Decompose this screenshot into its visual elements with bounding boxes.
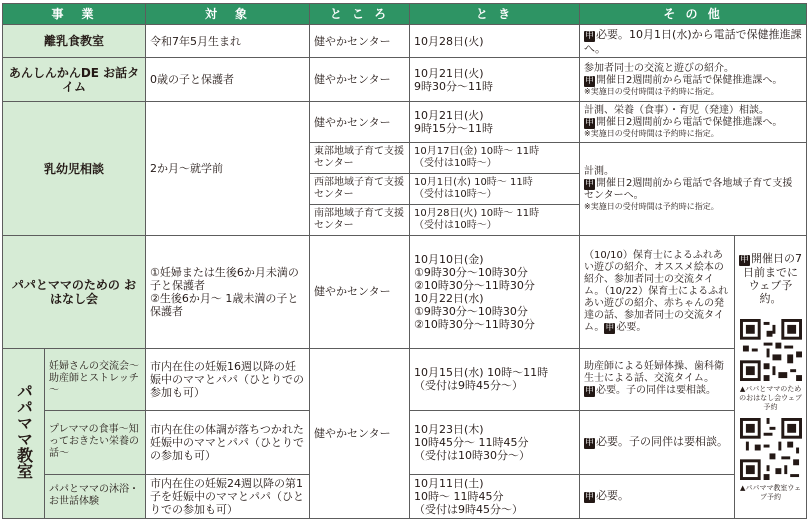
time-cell — [410, 143, 580, 174]
other-text: （10/10）保育士によるふれあい遊びの紹介、オススメ絵本の紹介、参加者同士の交流タイム。（10/22）保育士によるふれあい遊びの紹介、赤ちゃんの発達の話、参加者同士の交流タイム。 — [584, 249, 729, 333]
table-row — [3, 236, 807, 348]
place-cell: 健やかセンター — [310, 58, 410, 102]
target-cell: 令和7年5月生まれ — [146, 25, 310, 58]
application-badge: 申 — [585, 118, 595, 129]
other-text: 必要。 — [596, 489, 630, 503]
time-cell — [410, 174, 580, 205]
time-line: （受付は9時45分～） — [414, 502, 524, 516]
application-badge: 申 — [585, 438, 595, 449]
table-row — [3, 25, 807, 58]
time-line: 10月21日(火) — [414, 66, 484, 80]
target-cell: 市内在住の体調が落ちつかれた妊娠中のママとパパ（ひとりでの参加も可） — [146, 410, 310, 474]
other-text: 計測。 — [584, 166, 615, 178]
application-badge: 申 — [605, 322, 615, 333]
application-badge: 申 — [585, 492, 595, 503]
time-line: （受付は10時～） — [414, 220, 497, 232]
other-text: 開催日2週間前から電話で保健推進課へ。 — [596, 117, 783, 129]
header-target: 対 象 — [146, 4, 310, 25]
other-text: 開催日2週間前から電話で各地域子育て支援センターへ。 — [584, 178, 793, 202]
place-cell: 西部地域子育て支援センター — [310, 174, 410, 205]
web-reservation-cell — [735, 236, 807, 519]
application-badge: 申 — [585, 75, 595, 86]
target-cell: 市内在住の妊娠16週以降の妊娠中のママとパパ（ひとりでの参加も可） — [146, 348, 310, 410]
target-line: ②生後6か月～ 1歳未満の子と保護者 — [150, 291, 299, 318]
table-row — [3, 58, 807, 102]
application-badge: 申 — [585, 386, 595, 397]
time-cell — [410, 410, 580, 474]
time-line: （受付は10時～） — [414, 189, 497, 201]
application-badge: 申 — [740, 255, 750, 266]
application-badge: 申 — [585, 30, 595, 41]
target-cell: 2か月～就学前 — [146, 102, 310, 236]
time-line: ①9時30分～10時30分 — [414, 265, 528, 279]
time-line: 10月21日(火) — [414, 109, 484, 123]
time-cell — [410, 58, 580, 102]
other-line — [584, 385, 730, 397]
target-cell: 市内在住の妊娠24週以降の第1子を妊娠中のママとパパ（ひとりでの参加も可） — [146, 474, 310, 518]
header-time: と き — [410, 4, 580, 25]
time-line: 10月23日(木) — [414, 422, 484, 436]
table-row — [3, 348, 807, 410]
time-cell — [410, 348, 580, 410]
other-line — [584, 178, 802, 202]
time-line: （受付は9時45分～） — [414, 379, 524, 393]
time-line: 9時15分～11時 — [414, 122, 494, 136]
time-line: 10月28日(火) 10時～ 11時 — [414, 208, 540, 220]
time-line: ①9時30分～10時30分 — [414, 304, 528, 318]
session-name: 妊婦さんの交流会～助産師とストレッチ～ — [45, 348, 146, 410]
other-cell — [580, 143, 807, 236]
session-name: プレママの食事～知っておきたい栄養の話～ — [45, 410, 146, 474]
web-note — [739, 252, 802, 305]
header-place: と こ ろ — [310, 4, 410, 25]
header-row — [3, 4, 807, 25]
other-text: 参加者同士の交流と遊びの紹介。 — [584, 62, 735, 74]
other-cell — [580, 236, 735, 348]
time-line: 10月11日(土) — [414, 476, 484, 490]
note-text: ※実施日の受付時間は予約時に指定。 — [584, 202, 719, 212]
target-cell: 0歳の子と保護者 — [146, 58, 310, 102]
program-name: あんしんかんDE お話タイム — [3, 58, 146, 102]
application-badge: 申 — [585, 179, 595, 190]
time-line: 10月15日(水) 10時～11時 — [414, 366, 549, 380]
other-text: 計測、栄養（食事）・育児（発達）相談。 — [584, 105, 770, 117]
header-program: 事 業 — [3, 4, 146, 25]
group-name — [3, 348, 45, 518]
other-cell — [580, 25, 807, 58]
time-line: （受付は10時30分～） — [414, 448, 531, 462]
program-name: 離乳食教室 — [3, 25, 146, 58]
other-cell — [580, 58, 807, 102]
time-cell: 10月28日(火) — [410, 25, 580, 58]
time-line: 10月17日(金) 10時～ 11時 — [414, 146, 540, 158]
table-row — [3, 102, 807, 143]
other-text: 開催日2週間前から電話で保健推進課へ。 — [596, 74, 783, 86]
other-text: 必要。10月1日(水)から電話で保健推進課へ。 — [584, 27, 802, 55]
time-line: 10時45分～ 11時45分 — [414, 435, 529, 449]
time-line: 10月1日(水) 10時～ 11時 — [414, 177, 533, 189]
time-cell — [410, 474, 580, 518]
other-line — [584, 117, 802, 129]
group-label: パパママ教室 — [14, 382, 34, 479]
qr-caption: ▲パパとママのためのおはなし会ウェブ予約 — [739, 385, 802, 412]
other-cell — [580, 474, 735, 518]
place-cell: 健やかセンター — [310, 348, 410, 518]
time-cell — [410, 102, 580, 143]
qr-code-class-icon[interactable] — [740, 418, 802, 480]
program-name: パパとママのための おはなし会 — [3, 236, 146, 348]
qr-code-talk-icon[interactable] — [740, 319, 802, 381]
other-text: 必要。子の同伴は要相談。 — [596, 385, 717, 397]
other-cell — [580, 102, 807, 143]
time-cell — [410, 205, 580, 236]
time-line: ②10時30分～11時30分 — [414, 278, 535, 292]
note-text: ※実施日の受付時間は予約時に指定。 — [584, 129, 719, 139]
target-line: ①妊婦または生後6か月未満の子と保護者 — [150, 265, 299, 292]
time-line: 10月10日(金) — [414, 252, 484, 266]
web-text: 開催日の7日前までにウェブ予約。 — [743, 252, 803, 306]
time-line: ②10時30分～11時30分 — [414, 317, 535, 331]
place-cell: 健やかセンター — [310, 102, 410, 143]
program-name: 乳幼児相談 — [3, 102, 146, 236]
schedule-table — [2, 3, 807, 519]
other-cell — [580, 410, 735, 474]
other-text: 必要。 — [616, 321, 647, 333]
other-cell — [580, 348, 735, 410]
note-text: ※実施日の受付時間は予約時に指定。 — [584, 86, 719, 96]
place-cell: 東部地域子育て支援センター — [310, 143, 410, 174]
place-cell: 南部地域子育て支援センター — [310, 205, 410, 236]
time-line: 9時30分～11時 — [414, 79, 494, 93]
target-cell — [146, 236, 310, 348]
other-line — [584, 75, 802, 87]
time-line: 10月22日(水) — [414, 291, 484, 305]
time-line: 10時～ 11時45分 — [414, 489, 504, 503]
header-other: そ の 他 — [580, 4, 807, 25]
other-text: 必要。子の同伴は要相談。 — [596, 435, 729, 449]
other-text: 助産師による妊婦体操、歯科衛生士による話、交流タイム。 — [584, 361, 725, 385]
place-cell: 健やかセンター — [310, 25, 410, 58]
time-line: （受付は10時～） — [414, 158, 497, 170]
place-cell: 健やかセンター — [310, 236, 410, 348]
qr-caption: ▲パパママ教室ウェブ予約 — [739, 484, 802, 502]
time-cell — [410, 236, 580, 348]
session-name: パパとママの沐浴・お世話体験 — [45, 474, 146, 518]
